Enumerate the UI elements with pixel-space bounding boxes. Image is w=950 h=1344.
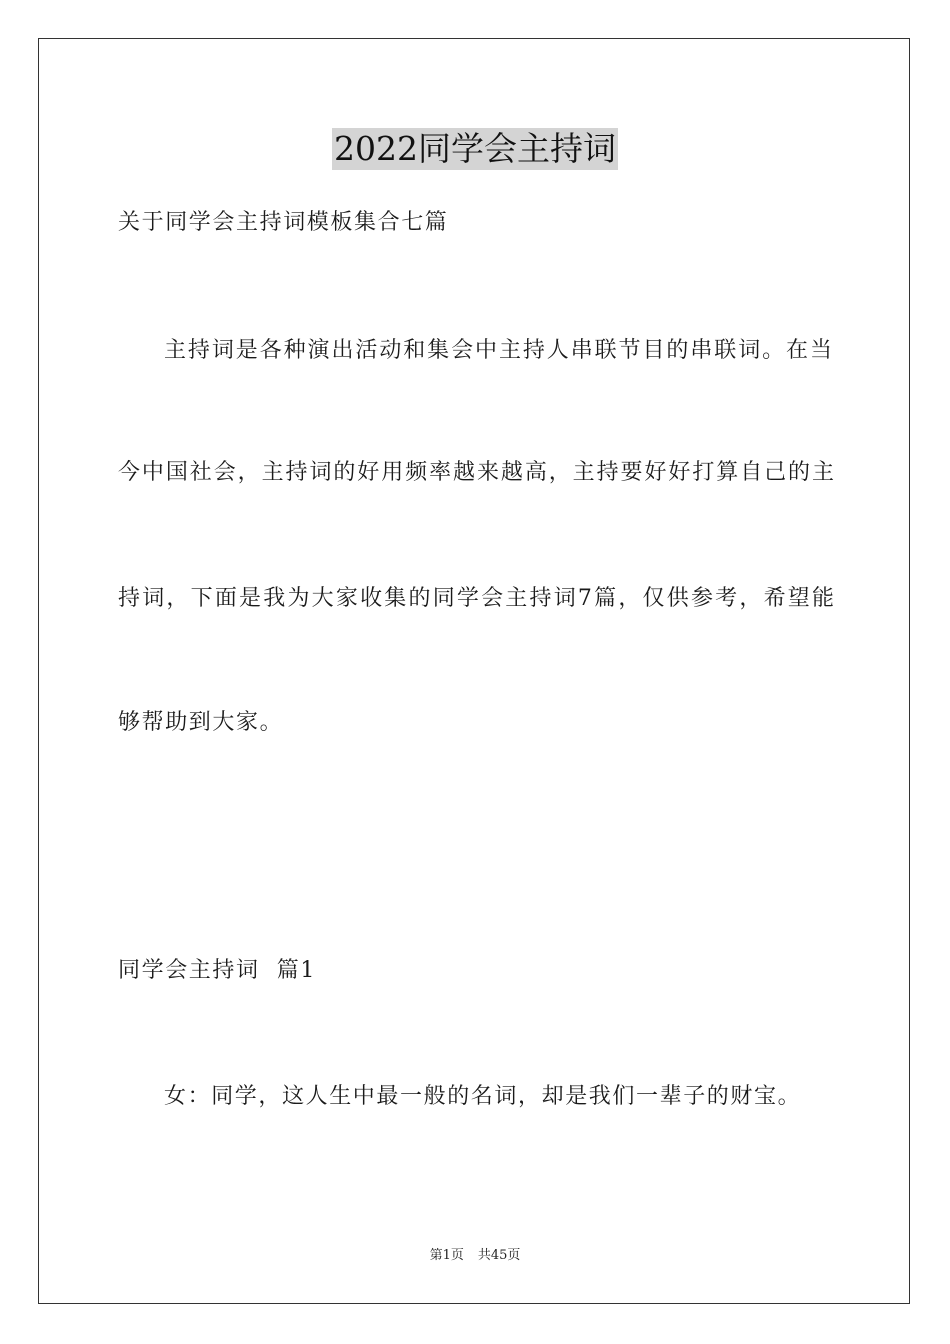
section-first-line: 女：同学，这人生中最一般的名词，却是我们一辈子的财宝。 — [164, 1084, 802, 1109]
page-number: 第1页 — [429, 1248, 464, 1263]
document-title: 2022同学会主持词 — [334, 129, 616, 168]
title-container — [0, 128, 950, 170]
intro-line-2: 今中国社会，主持词的好用频率越来越高，主持要好好打算自己的主 — [118, 460, 834, 485]
intro-line-4: 够帮助到大家。 — [118, 710, 284, 735]
page-total: 共45页 — [477, 1248, 521, 1263]
document-subtitle: 关于同学会主持词模板集合七篇 — [118, 210, 449, 235]
section-heading: 同学会主持词 篇1 — [118, 958, 316, 983]
intro-line-3: 持词，下面是我为大家收集的同学会主持词7篇，仅供参考，希望能 — [118, 586, 834, 611]
intro-line-1: 主持词是各种演出活动和集会中主持人串联节目的串联词。在当 — [164, 338, 832, 363]
page-footer — [0, 1247, 950, 1265]
